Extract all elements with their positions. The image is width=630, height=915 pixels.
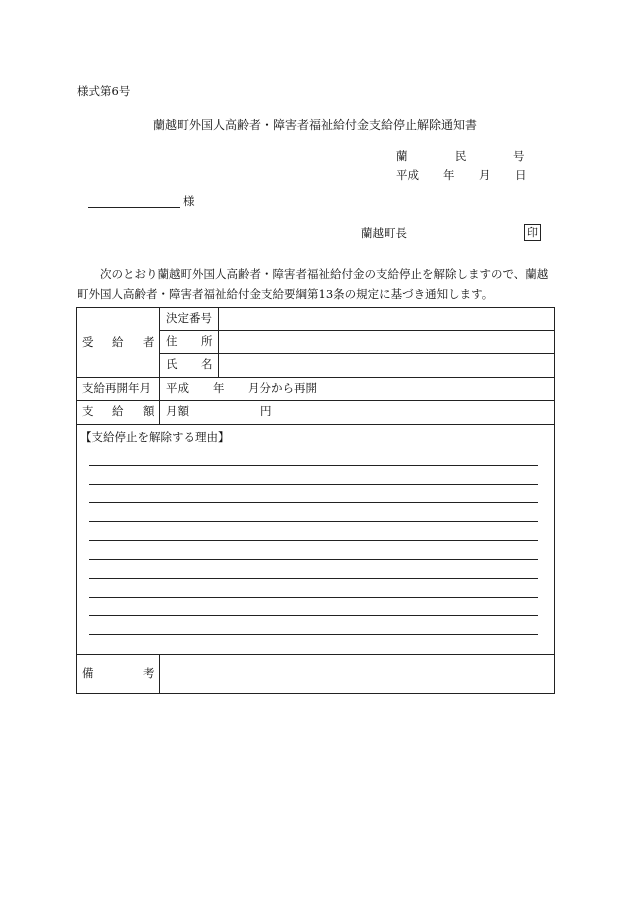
restart-label: 支給再開年月: [82, 381, 151, 395]
reason-line: [89, 465, 538, 466]
column-divider: [218, 307, 219, 377]
recipient-label-2: 給: [112, 335, 124, 349]
amount-label-1: 支: [82, 404, 94, 418]
row-divider: [76, 654, 555, 655]
amount-label-2: 給: [112, 404, 124, 418]
recipient-name-line: [88, 207, 180, 208]
row-divider: [76, 400, 555, 401]
reason-line: [89, 634, 538, 635]
number-dept: 民: [455, 149, 467, 163]
notice-body: 次のとおり蘭越町外国人高齢者・障害者福祉給付金の支給停止を解除しますので、蘭越町外国人高齢者・障害者福祉給付金支給要綱第13条の規定に基づき通知します。: [77, 267, 549, 301]
remarks-label-1: 備: [82, 666, 94, 680]
column-divider: [159, 307, 160, 424]
date-month: 月: [479, 168, 491, 182]
reason-heading: 【支給停止を解除する理由】: [80, 430, 230, 444]
row-divider: [76, 377, 555, 378]
restart-era: 平成: [166, 381, 189, 395]
number-suffix: 号: [513, 149, 525, 163]
amount-label-3: 額: [143, 404, 155, 418]
recipient-label-1: 受: [82, 335, 94, 349]
restart-month: 月分から再開: [248, 381, 317, 395]
name-label-2: 名: [201, 357, 213, 371]
issuer-title: 蘭越町長: [361, 226, 407, 240]
amount-yen: 円: [260, 404, 272, 418]
reason-line: [89, 578, 538, 579]
recipient-label-3: 者: [143, 335, 155, 349]
amount-monthly: 月額: [166, 404, 189, 418]
reason-line: [89, 484, 538, 485]
date-era: 平成: [396, 168, 419, 182]
date-year: 年: [443, 168, 455, 182]
table-frame: [76, 307, 555, 694]
form-number: 様式第6号: [77, 84, 131, 98]
recipient-honorific: 様: [183, 194, 195, 208]
row-divider: [76, 424, 555, 425]
restart-year: 年: [213, 381, 225, 395]
remarks-label-2: 考: [143, 666, 155, 680]
seal-stamp: 印: [524, 224, 541, 241]
address-label-2: 所: [201, 334, 213, 348]
document-title: 蘭越町外国人高齢者・障害者福祉給付金支給停止解除通知書: [152, 118, 477, 132]
reason-line: [89, 540, 538, 541]
reason-line: [89, 502, 538, 503]
name-label-1: 氏: [166, 357, 178, 371]
reason-line: [89, 521, 538, 522]
number-prefix: 蘭: [396, 149, 408, 163]
reason-line: [89, 597, 538, 598]
reason-line: [89, 615, 538, 616]
reason-line: [89, 559, 538, 560]
column-divider: [159, 654, 160, 694]
date-day: 日: [515, 168, 527, 182]
address-label-1: 住: [166, 334, 178, 348]
decision-number-label: 決定番号: [166, 311, 212, 325]
